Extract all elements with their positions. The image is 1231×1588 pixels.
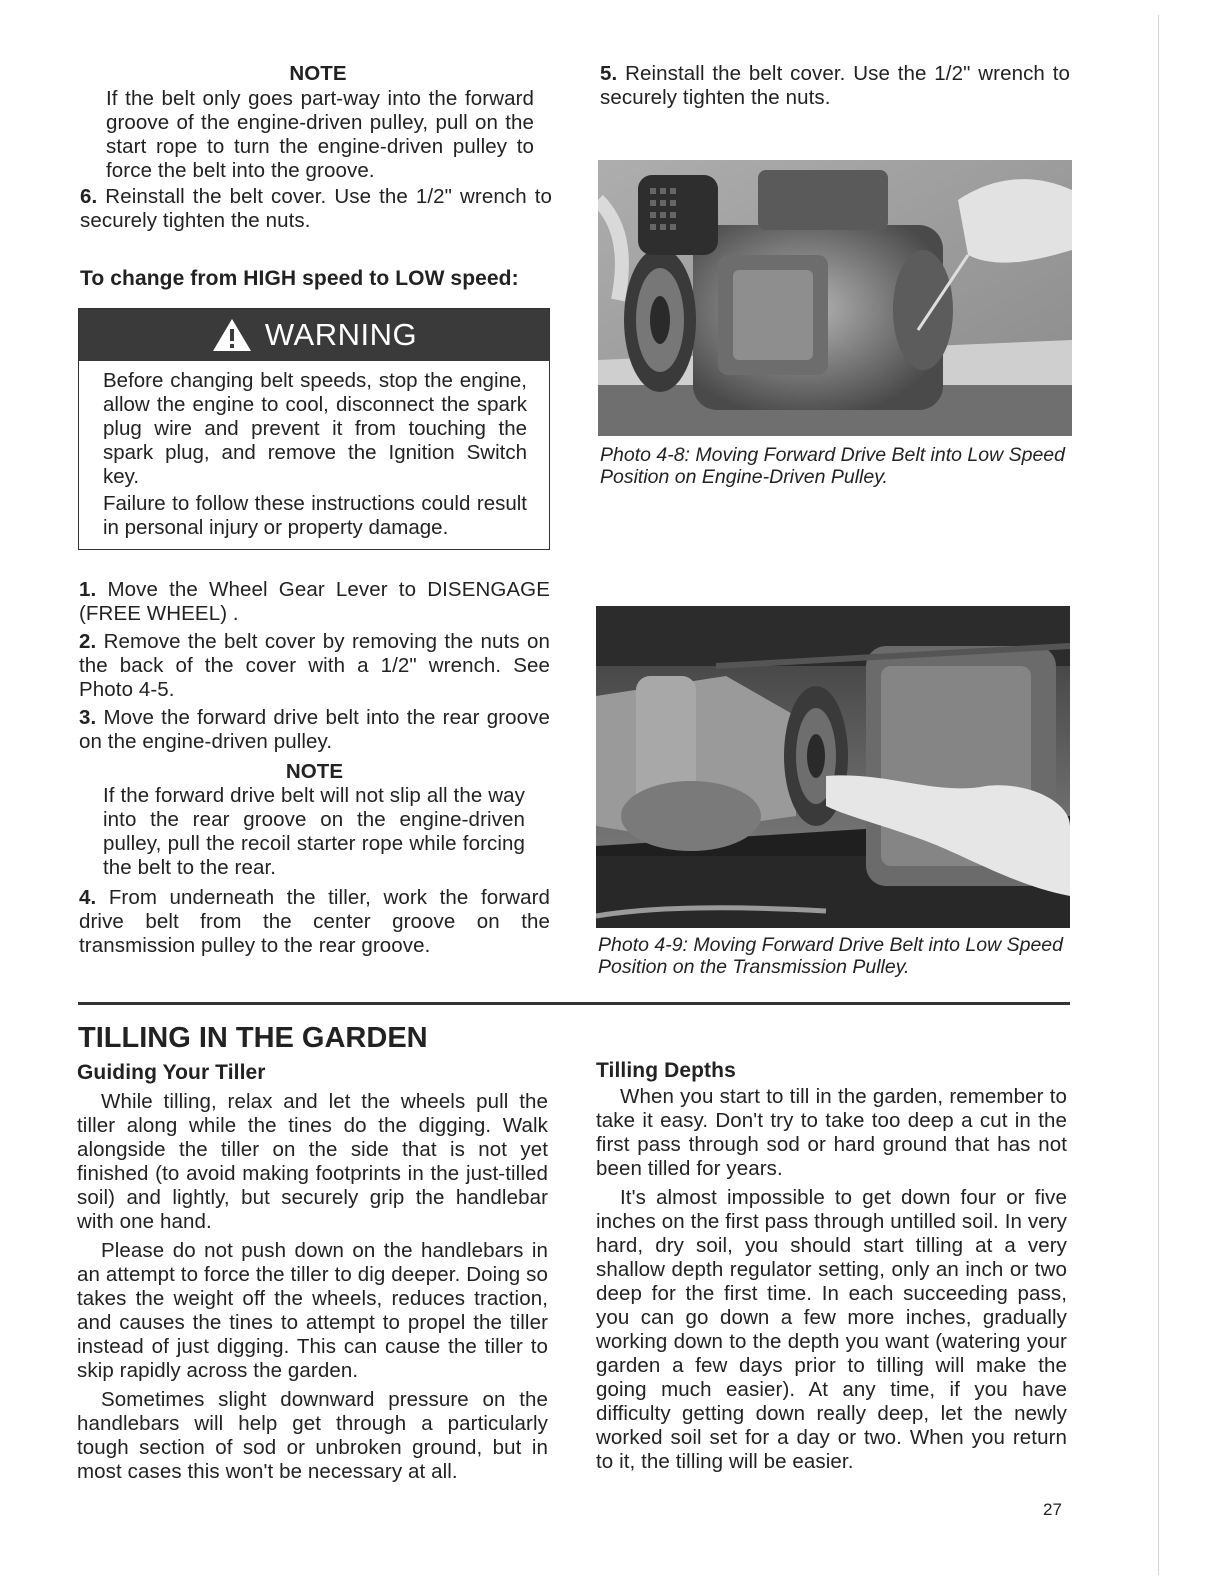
depths-para-2: It's almost impossible to get down four or five inches on the first pass through untilled soil. In very hard, dry soil, you should start tilling at a very shallow depth regulator setting, only an inch or two deep for the first time. In each succeeding pass, you can go down a few more inches, gradually working down to the depth you want (watering your garden a few days prior to tilling will make the going much easier). At any time, if you have difficulty getting down really deep, let the newly worked soil set for a day or two. When you return to it, the tilling will be easier. xyxy=(596,1186,1067,1473)
photo-4-9-caption: Photo 4-9: Moving Forward Drive Belt into Low Speed Position on the Transmission Pulley. xyxy=(598,934,1063,978)
step-2-text: Remove the belt cover by removing the nuts on the back of the cover with a 1/2" wrench. See Photo 4-5. xyxy=(79,630,551,701)
page-number: 27 xyxy=(1043,1500,1062,1519)
step-1-number: 1. xyxy=(79,578,97,601)
section-divider xyxy=(78,1002,1070,1005)
warning-para-1: Before changing belt speeds, stop the engine, allow the engine to cool, disconnect the spark plug wire and prevent it from touching the spark plug, and remove the Ignition Switch key. xyxy=(103,369,527,488)
tilling-heading: TILLING IN THE GARDEN xyxy=(78,1022,428,1054)
warning-title: WARNING xyxy=(264,317,418,352)
step-6-number: 6. xyxy=(80,185,98,208)
photo-4-8-caption: Photo 4-8: Moving Forward Drive Belt into Low Speed Position on Engine-Driven Pulley. xyxy=(600,444,1065,488)
step-5 xyxy=(600,62,1070,110)
step-4 xyxy=(79,886,550,958)
guiding-para-2: Please do not push down on the handlebars in an attempt to force the tiller to dig deeper. Doing so takes the weight off the wheels, reduces traction, and causes the tines to attempt to propel the tiller instead of just digging. This can cause the tiller to skip rapidly across the garden. xyxy=(77,1239,548,1382)
high-to-low-heading: To change from HIGH speed to LOW speed: xyxy=(80,267,519,290)
depths-para-1: When you start to till in the garden, remember to take it easy. Don't try to take too deep a cut in the first pass through sod or hard ground that has not been tilled for years. xyxy=(596,1085,1067,1180)
step-6-text: Reinstall the belt cover. Use the 1/2" wrench to securely tighten the nuts. xyxy=(80,185,552,232)
guiding-block xyxy=(77,1061,548,1484)
photo-4-9 xyxy=(596,606,1070,928)
step-6 xyxy=(80,185,552,233)
guiding-heading: Guiding Your Tiller xyxy=(77,1061,266,1084)
warning-para-2: Failure to follow these instructions could result in personal injury or property damage. xyxy=(103,492,527,539)
photo-4-8-image xyxy=(598,160,1072,436)
photo-4-9-image xyxy=(596,606,1070,928)
step-3 xyxy=(79,706,550,754)
step-5-number: 5. xyxy=(600,62,618,85)
note-text: If the belt only goes part-way into the forward groove of the engine-driven pulley, pull on the start rope to turn the engine-driven pulley to force the belt into the groove. xyxy=(106,87,534,182)
note-2-text: If the forward drive belt will not slip all the way into the rear groove on the engine-driven pulley, pull the recoil starter rope while forcing the belt to the rear. xyxy=(103,784,525,879)
warning-box xyxy=(78,308,550,550)
guiding-para-1: While tilling, relax and let the wheels pull the tiller along while the tines do the digging. Walk alongside the tiller on the side that is not yet finished (to avoid making footprints in the just-tilled soil) and lightly, but securely grip the handlebar with one hand. xyxy=(77,1090,548,1233)
step-2-number: 2. xyxy=(79,630,97,653)
guiding-para-3: Sometimes slight downward pressure on the handlebars will help get through a particularly tough section of sod or unbroken ground, but in most cases this won't be necessary at all. xyxy=(77,1388,548,1483)
step-4-text: From underneath the tiller, work the forward drive belt from the center groove on the transmission pulley to the rear groove. xyxy=(79,886,551,957)
step-3-text: Move the forward drive belt into the rear groove on the engine-driven pulley. xyxy=(79,706,550,753)
photo-4-8 xyxy=(598,160,1072,436)
step-4-number: 4. xyxy=(79,886,97,909)
warning-body xyxy=(79,361,549,540)
step-5-text: Reinstall the belt cover. Use the 1/2" wrench to securely tighten the nuts. xyxy=(600,62,1071,109)
step-3-number: 3. xyxy=(79,706,97,729)
note-2-heading: NOTE xyxy=(285,760,344,783)
page-edge-line xyxy=(1158,15,1159,1575)
depths-heading: Tilling Depths xyxy=(596,1059,736,1082)
step-1 xyxy=(79,578,550,626)
steps-block xyxy=(79,578,550,958)
step-2 xyxy=(79,630,550,702)
depths-block xyxy=(596,1059,1067,1474)
left-top-block xyxy=(80,62,552,233)
warning-header xyxy=(79,309,549,361)
warning-triangle-icon xyxy=(211,317,253,353)
note-heading: NOTE xyxy=(289,62,347,85)
step-1-text: Move the Wheel Gear Lever to DISENGAGE (FREE WHEEL) . xyxy=(79,578,551,625)
